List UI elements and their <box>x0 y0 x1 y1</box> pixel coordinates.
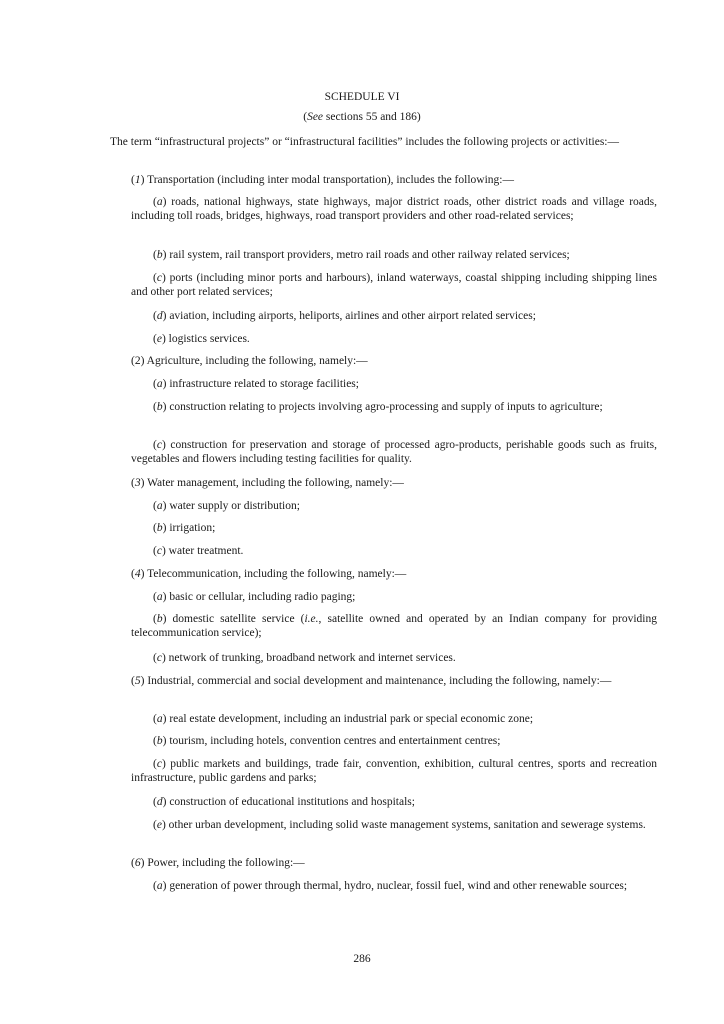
section-3-item-b: (b) irrigation; <box>153 522 216 534</box>
section-4-item-a: (a) basic or cellular, including radio paging; <box>153 591 356 603</box>
section-6-item-a: (a) generation of power through thermal, hydro, nuclear, fossil fuel, wind and other renewable sources; <box>153 880 628 892</box>
section-3-item-c: (c) water treatment. <box>153 545 244 557</box>
section-5-item-b: (b) tourism, including hotels, convention centres and entertainment centres; <box>153 735 501 747</box>
section-2-item-c: (c) construction for preservation and storage of processed agro-products, perishable goods such as fruits, vegetables and flowers including testing facilities for quality. <box>131 439 657 465</box>
section-5-item-e: (e) other urban development, including solid waste management systems, sanitation and sewerage systems. <box>153 819 646 831</box>
page-number: 286 <box>353 953 371 965</box>
section-1-item-e: (e) logistics services. <box>153 333 250 345</box>
section-2-item-a: (a) infrastructure related to storage facilities; <box>153 378 359 390</box>
schedule-title: SCHEDULE VI <box>324 91 400 103</box>
intro-paragraph: The term “infrastructural projects” or “infrastructural facilities” includes the following projects or activities:— <box>110 136 620 148</box>
section-1-item-b: (b) rail system, rail transport providers, metro rail roads and other railway related services; <box>153 249 570 261</box>
section-5-item-c: (c) public markets and buildings, trade fair, convention, exhibition, cultural centres, sports and recreation infrastructure, public gardens and parks; <box>131 758 657 784</box>
section-3-item-a: (a) water supply or distribution; <box>153 500 300 512</box>
section-reference: (See sections 55 and 186) <box>303 111 421 123</box>
section-6-heading: (6) Power, including the following:— <box>131 857 305 869</box>
section-1-item-c: (c) ports (including minor ports and harbours), inland waterways, coastal shipping including shipping lines and other port related services; <box>131 272 657 298</box>
section-1-item-d: (d) aviation, including airports, heliports, airlines and other airport related services; <box>153 310 536 322</box>
section-2-heading: (2) Agriculture, including the following, namely:— <box>131 355 368 367</box>
section-4-heading: (4) Telecommunication, including the following, namely:— <box>131 568 407 580</box>
section-4-item-c: (c) network of trunking, broadband network and internet services. <box>153 652 456 664</box>
section-1-item-a: (a) roads, national highways, state highways, major district roads, other district roads and village roads, including toll roads, bridges, highways, road transport providers and other road-related services; <box>131 196 657 222</box>
section-5-item-a: (a) real estate development, including an industrial park or special economic zone; <box>153 713 534 725</box>
section-1-heading: (1) Transportation (including inter modal transportation), includes the following:— <box>131 174 514 186</box>
section-5-item-d: (d) construction of educational institutions and hospitals; <box>153 796 415 808</box>
section-4-item-b: (b) domestic satellite service (i.e., satellite owned and operated by an Indian company for providing telecommunication service); <box>131 613 657 639</box>
section-3-heading: (3) Water management, including the following, namely:— <box>131 477 404 489</box>
section-2-item-b: (b) construction relating to projects involving agro-processing and supply of inputs to agriculture; <box>153 401 603 413</box>
section-5-heading: (5) Industrial, commercial and social development and maintenance, including the following, namely:— <box>131 675 612 687</box>
